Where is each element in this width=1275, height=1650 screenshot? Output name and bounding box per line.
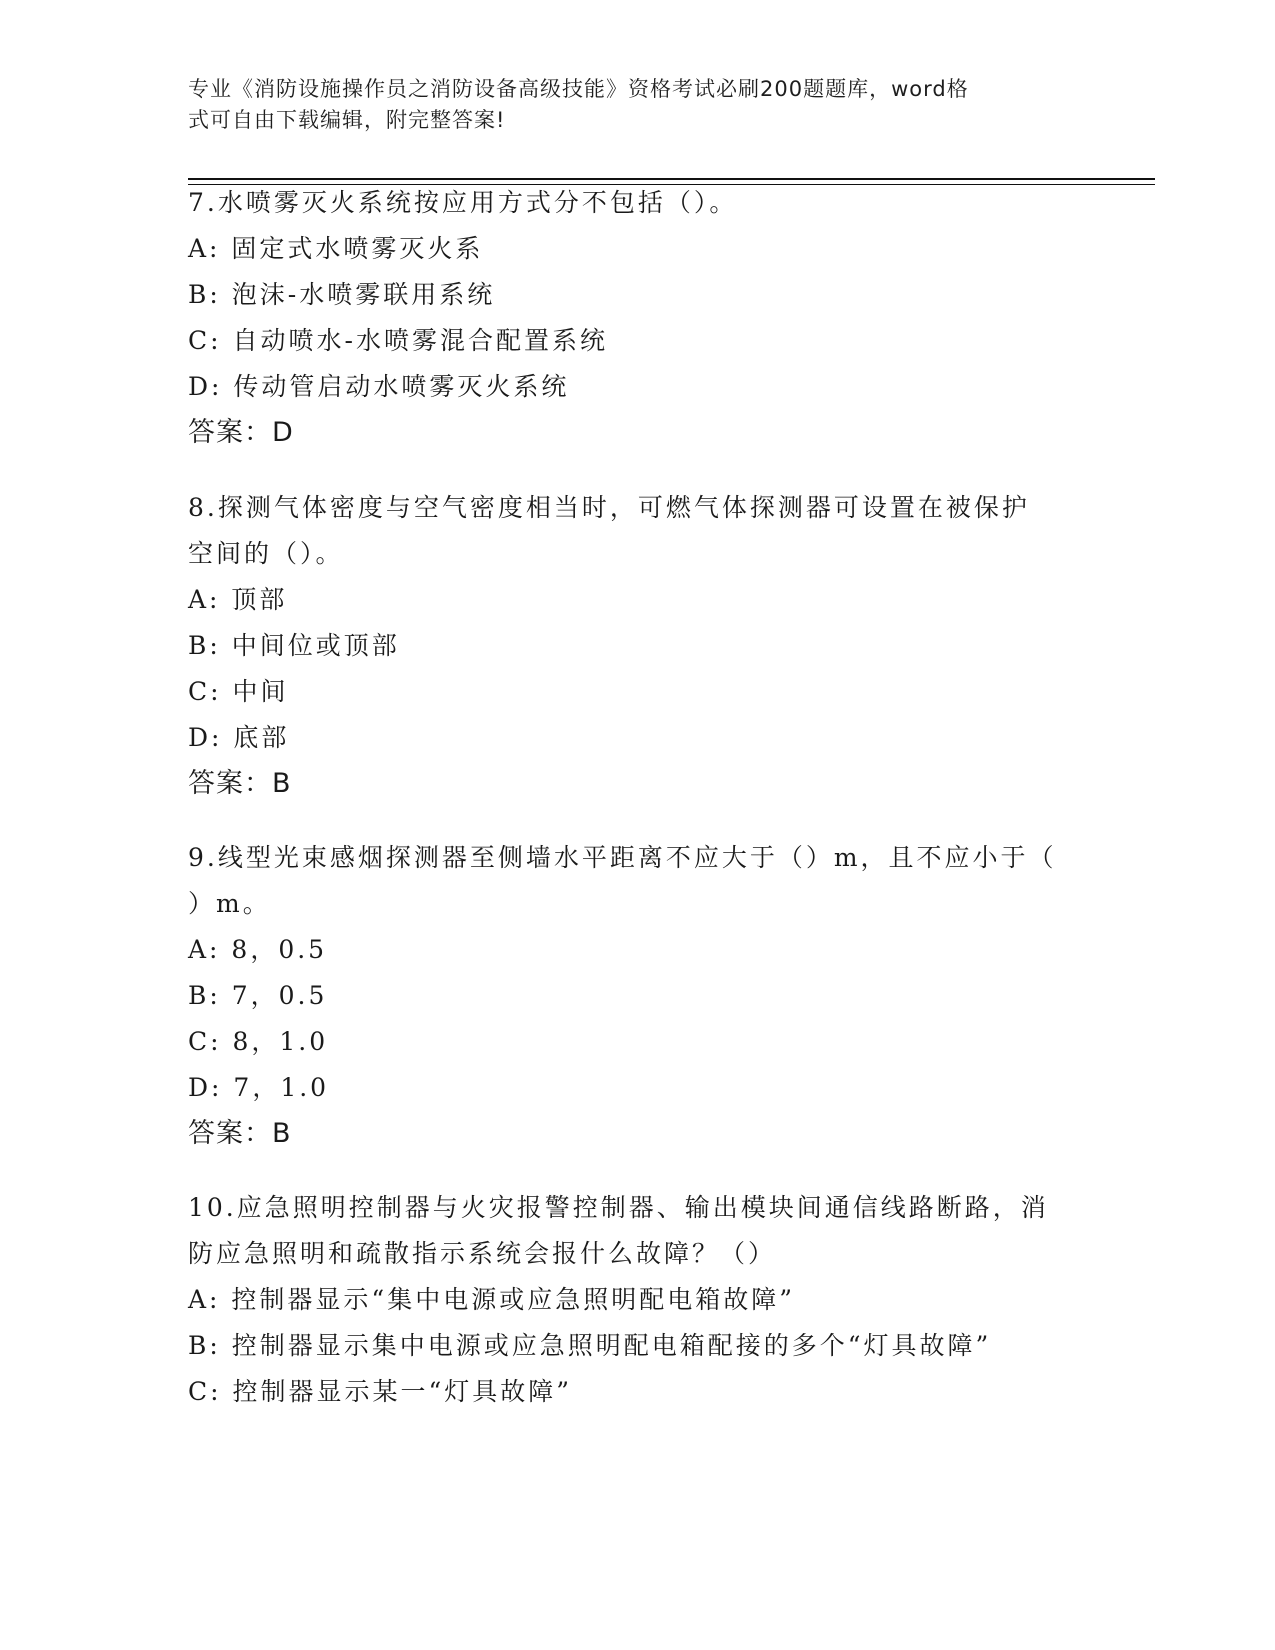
question-10 bbox=[188, 1185, 1088, 1415]
question-stem: 7.水喷雾灭火系统按应用方式分不包括（）。 bbox=[188, 188, 738, 217]
header-line-1: 专业《消防设施操作员之消防设备高级技能》资格考试必刷200题题库，word格 bbox=[188, 77, 969, 101]
document-header bbox=[188, 74, 1068, 136]
option-c: C: 自动喷水-水喷雾混合配置系统 bbox=[188, 326, 608, 355]
option-b: B: 中间位或顶部 bbox=[188, 631, 400, 660]
question-8 bbox=[188, 485, 1088, 807]
question-stem: 9.线型光束感烟探测器至侧墙水平距离不应大于（）m，且不应小于（ bbox=[188, 843, 1057, 872]
question-9 bbox=[188, 835, 1088, 1157]
answer-label: 答案：B bbox=[188, 1118, 292, 1149]
option-d: D: 7，1.0 bbox=[188, 1073, 330, 1102]
question-stem-cont: 空间的（）。 bbox=[188, 539, 344, 568]
option-c: C: 控制器显示某一“灯具故障” bbox=[188, 1377, 573, 1406]
option-c: C: 中间 bbox=[188, 677, 289, 706]
answer-label: 答案：D bbox=[188, 417, 294, 448]
question-stem-cont: ）m。 bbox=[188, 889, 271, 918]
question-stem-cont: 防应急照明和疏散指示系统会报什么故障？（） bbox=[188, 1239, 777, 1268]
option-c: C: 8，1.0 bbox=[188, 1027, 329, 1056]
option-a: A: 顶部 bbox=[188, 585, 288, 614]
option-d: D: 传动管启动水喷雾灭火系统 bbox=[188, 372, 570, 401]
option-a: A: 控制器显示“集中电源或应急照明配电箱故障” bbox=[188, 1285, 795, 1314]
header-line-2: 式可自由下载编辑，附完整答案! bbox=[188, 108, 506, 132]
option-a: A: 8，0.5 bbox=[188, 935, 328, 964]
question-stem: 8.探测气体密度与空气密度相当时，可燃气体探测器可设置在被保护 bbox=[188, 493, 1030, 522]
option-b: B: 泡沫-水喷雾联用系统 bbox=[188, 280, 496, 309]
question-7 bbox=[188, 180, 1088, 456]
option-a: A: 固定式水喷雾灭火系 bbox=[188, 234, 484, 263]
question-stem: 10.应急照明控制器与火灾报警控制器、输出模块间通信线路断路，消 bbox=[188, 1193, 1049, 1222]
option-b: B: 控制器显示集中电源或应急照明配电箱配接的多个“灯具故障” bbox=[188, 1331, 992, 1360]
answer-label: 答案：B bbox=[188, 768, 292, 799]
option-b: B: 7，0.5 bbox=[188, 981, 328, 1010]
option-d: D: 底部 bbox=[188, 723, 290, 752]
